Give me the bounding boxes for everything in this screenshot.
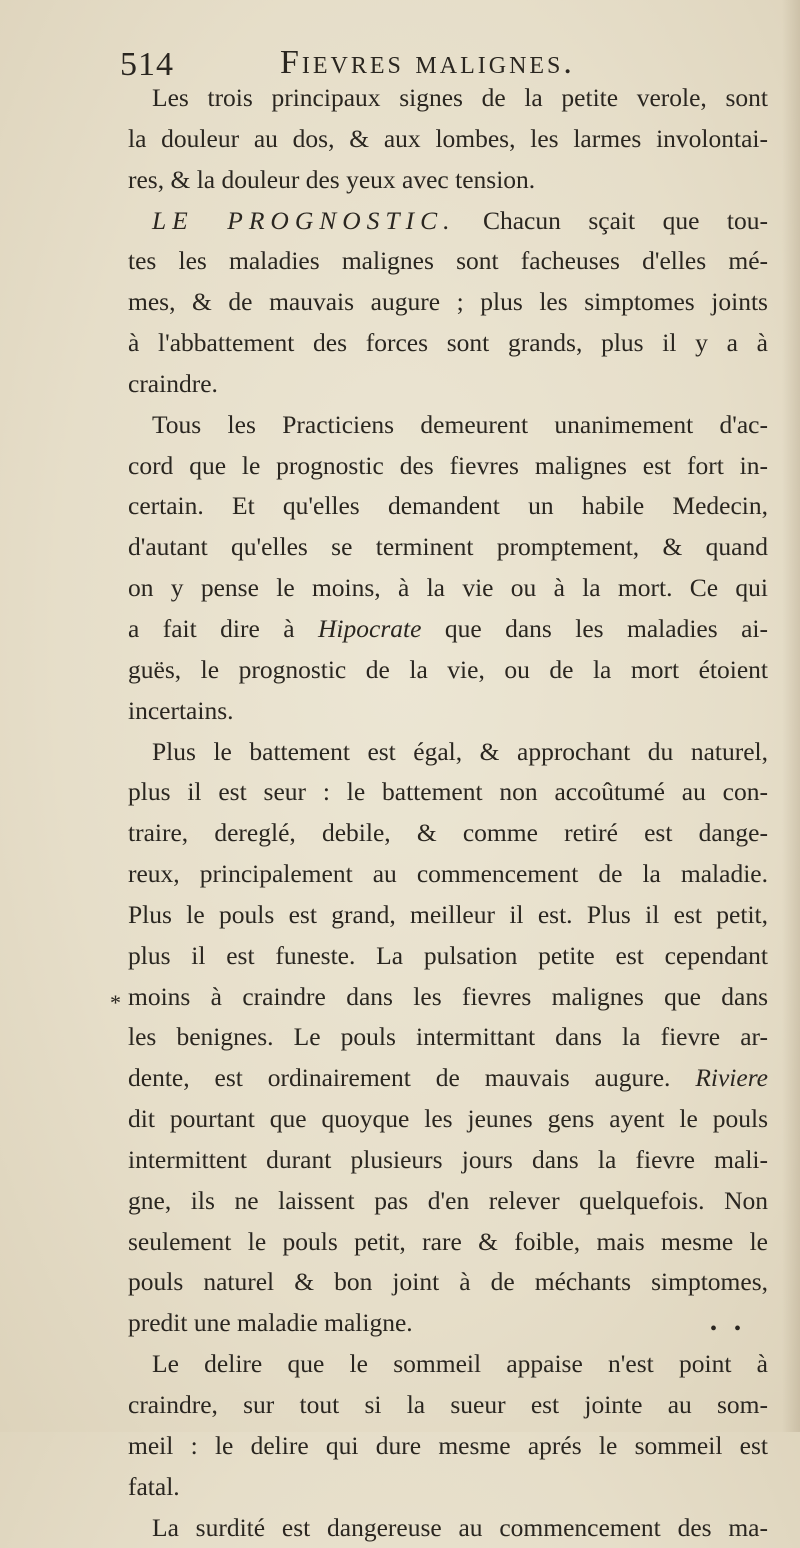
text-line: La surdité est dangereuse au commencement des ma- bbox=[152, 1512, 768, 1542]
text-line: plus il est seur : le battement non accoûtumé au con- bbox=[128, 777, 768, 807]
text-line: tes les maladies malignes sont facheuses d'elles mé- bbox=[128, 246, 768, 276]
text-line: moins à craindre dans les fievres malignes que dans bbox=[128, 981, 768, 1011]
text-line bbox=[128, 1058, 768, 1099]
text-line: meil : le delire qui dure mesme aprés le sommeil est bbox=[128, 1430, 768, 1460]
line-text: dente, est ordinairement de mauvais augure. bbox=[128, 1063, 696, 1093]
text-line: Plus le pouls est grand, meilleur il est. Plus il est petit, bbox=[128, 899, 768, 929]
page-edge-shadow bbox=[782, 0, 800, 1432]
text-line: cord que le prognostic des fievres malignes est fort in- bbox=[128, 450, 768, 480]
text-line: Le delire que le sommeil appaise n'est point à bbox=[152, 1349, 768, 1379]
text-line: seulement le pouls petit, rare & foible, mais mesme le bbox=[128, 1226, 768, 1256]
text-line bbox=[128, 609, 768, 650]
text-line: la douleur au dos, & aux lombes, les larmes involontai- bbox=[128, 123, 768, 153]
text-line: gne, ils ne laissent pas d'en relever quelquefois. Non bbox=[128, 1185, 768, 1215]
margin-asterisk: * bbox=[110, 990, 121, 1015]
text-line: craindre. bbox=[128, 368, 218, 398]
text-line: on y pense le moins, à la vie ou à la mort. Ce qui bbox=[128, 573, 768, 603]
text-line: guës, le prognostic de la vie, ou de la mort étoient bbox=[128, 654, 768, 684]
text-line: fatal. bbox=[128, 1471, 180, 1501]
text-line: predit une maladie maligne. bbox=[128, 1308, 413, 1338]
text-line: Plus le battement est égal, & approchant du naturel, bbox=[152, 736, 768, 766]
text-line bbox=[128, 201, 768, 242]
text-line: Les trois principaux signes de la petite verole, sont bbox=[152, 83, 768, 112]
text-line: Tous les Practiciens demeurent unanimement d'ac- bbox=[152, 409, 768, 439]
italic-name: Hipocrate bbox=[318, 613, 422, 643]
text-line: à l'abbattement des forces sont grands, plus il y a à bbox=[128, 328, 768, 358]
body-text bbox=[128, 78, 768, 1548]
text-line: reux, principalement au commencement de la maladie. bbox=[128, 859, 768, 889]
text-line: plus il est funeste. La pulsation petite est cependant bbox=[128, 940, 768, 970]
printer-marks: • • bbox=[710, 1318, 748, 1340]
text-line: craindre, sur tout si la sueur est jointe au som- bbox=[128, 1390, 768, 1419]
text-line: mes, & de mauvais augure ; plus les simptomes joints bbox=[128, 287, 768, 317]
line-text: que dans les maladies ai- bbox=[421, 613, 768, 643]
line-text: Chacun sçait que tou- bbox=[455, 205, 768, 235]
text-line: res, & la douleur des yeux avec tension. bbox=[128, 164, 536, 194]
line-text: a fait dire à bbox=[128, 613, 318, 643]
text-line: les benignes. Le pouls intermittant dans la fievre ar- bbox=[128, 1022, 768, 1052]
italic-name: Riviere bbox=[695, 1063, 768, 1093]
page-number: 514 bbox=[120, 46, 174, 83]
running-title: Fievres malignes. bbox=[280, 44, 575, 81]
text-line: traire, dereglé, debile, & comme retiré est dange- bbox=[128, 818, 768, 848]
section-heading: LE PROGNOSTIC. bbox=[152, 205, 456, 235]
text-line: d'autant qu'elles se terminent promptement, & quand bbox=[128, 532, 768, 562]
text-line: dit pourtant que quoyque les jeunes gens ayent le pouls bbox=[128, 1104, 768, 1134]
text-line: intermittent durant plusieurs jours dans la fievre mali- bbox=[128, 1144, 768, 1174]
text-line: certain. Et qu'elles demandent un habile Medecin, bbox=[128, 491, 768, 521]
text-line: pouls naturel & bon joint à de méchants simptomes, bbox=[128, 1267, 768, 1297]
text-line: incertains. bbox=[128, 695, 234, 725]
